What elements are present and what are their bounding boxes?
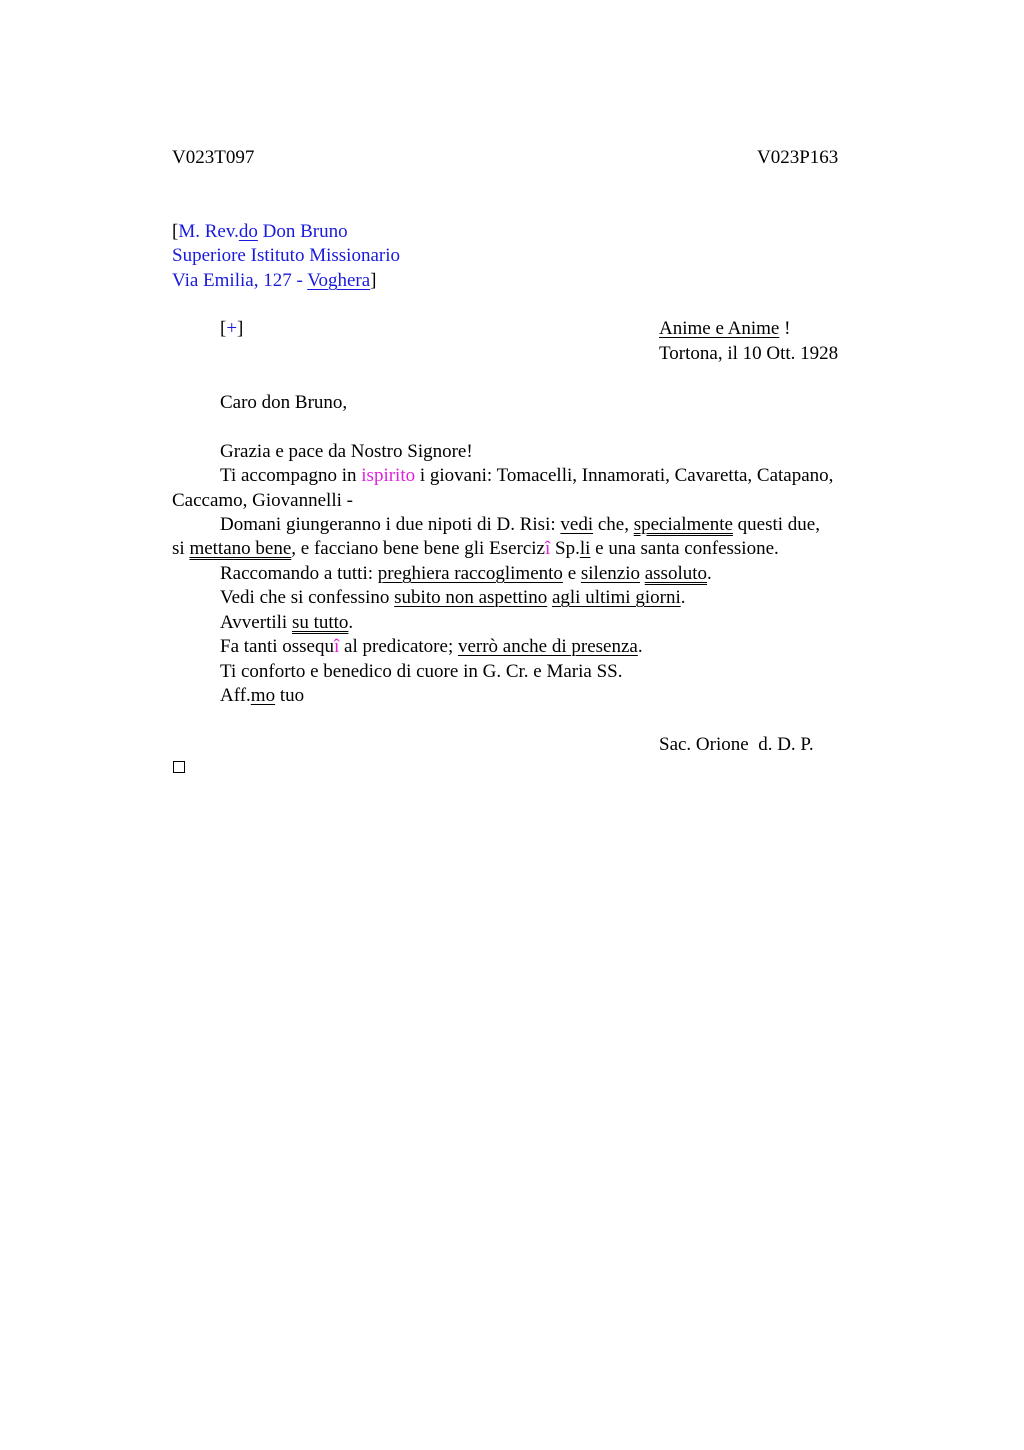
text-run: . xyxy=(637,636,643,657)
address-title-suffix: do xyxy=(238,221,258,242)
cross-close-bracket: ] xyxy=(237,318,244,339)
address-recipient-name: Don Bruno xyxy=(257,221,348,242)
address-line-3 xyxy=(172,269,376,293)
text-run: , e facciano bene bene gli Eserciz xyxy=(291,538,545,559)
underlined-word: preghiera raccoglimento xyxy=(377,563,563,584)
cross-icon: + xyxy=(226,318,238,339)
double-underlined-word: specialmente xyxy=(633,514,733,535)
underlined-word: mo xyxy=(250,685,276,706)
cross-mark xyxy=(220,317,243,341)
underlined-word: verrò anche di presenza xyxy=(457,636,638,657)
underlined-word: subito non aspettino xyxy=(394,587,548,608)
motto xyxy=(659,317,790,341)
editorial-mark: î xyxy=(334,636,340,657)
double-underlined-word: mettano bene xyxy=(189,538,292,559)
text-run: e una santa confessione. xyxy=(590,538,779,559)
body-line-closing xyxy=(220,684,304,708)
body-line-greeting: Grazia e pace da Nostro Signore! xyxy=(220,441,473,462)
text-run: questi due, xyxy=(732,514,820,535)
body-line-confess xyxy=(220,586,685,610)
address-title-prefix: M. Rev. xyxy=(178,221,239,242)
text-run: che, xyxy=(593,514,634,535)
text-run: . xyxy=(707,563,712,584)
body-line-blessing: Ti conforto e benedico di cuore in G. Cr. e Maria SS. xyxy=(220,661,623,682)
double-underlined-word: su tutto xyxy=(291,612,349,633)
underlined-word: li xyxy=(579,538,591,559)
text-run: si xyxy=(172,538,190,559)
place-date: Tortona, il 10 Ott. 1928 xyxy=(659,343,839,364)
address-line-2: Superiore Istituto Missionario xyxy=(172,245,400,266)
motto-rest: ! xyxy=(779,318,791,339)
text-run: al predicatore; xyxy=(339,636,458,657)
text-run: Avvertili xyxy=(220,612,292,633)
address-line-1 xyxy=(172,220,348,244)
underlined-word: vedi xyxy=(560,514,594,535)
text-run: Raccomando a tutti: xyxy=(220,563,378,584)
text-run: . xyxy=(680,587,686,608)
address-open-bracket: [ xyxy=(172,221,179,242)
signature: Sac. Orione d. D. P. xyxy=(659,734,814,755)
address-city: Voghera xyxy=(307,270,371,291)
body-line-nephews-cont xyxy=(172,537,779,561)
document-code-left: V023T097 xyxy=(172,147,255,168)
underlined-word: silenzio xyxy=(580,563,640,584)
text-run: Ti accompagno in xyxy=(220,465,362,486)
body-line-warn xyxy=(220,611,353,635)
text-run: tuo xyxy=(275,685,305,706)
end-of-text-box-icon xyxy=(173,761,185,773)
text-run: Fa tanti ossequ xyxy=(220,636,334,657)
motto-underlined: Anime e Anime xyxy=(659,318,780,339)
text-run: Sp. xyxy=(550,538,580,559)
text-run: e xyxy=(562,563,581,584)
address-close-bracket: ] xyxy=(370,270,377,291)
double-underlined-word: assoluto xyxy=(644,563,708,584)
text-run: Aff. xyxy=(220,685,251,706)
body-line-regards xyxy=(220,635,643,659)
editorial-mark: î xyxy=(544,538,551,559)
text-run: Domani giungeranno i due nipoti di D. Risi: xyxy=(220,514,561,535)
cross-open-bracket: [ xyxy=(220,318,227,339)
body-line-accompany-cont: Caccamo, Giovannelli - xyxy=(172,490,353,511)
body-line-recommend xyxy=(220,562,712,586)
document-code-right: V023P163 xyxy=(757,147,839,168)
body-line-nephews xyxy=(220,513,820,537)
body-line-accompany xyxy=(220,464,833,488)
text-run: Vedi che si confessino xyxy=(220,587,395,608)
text-run: i giovani: Tomacelli, Innamorati, Cavaretta, Catapano, xyxy=(415,465,834,486)
text-run: . xyxy=(348,612,354,633)
address-street: Via Emilia, 127 - xyxy=(172,270,308,291)
editorial-word: ispirito xyxy=(361,465,416,486)
salutation: Caro don Bruno, xyxy=(220,392,348,413)
underlined-word: agli ultimi giorni xyxy=(551,587,681,608)
